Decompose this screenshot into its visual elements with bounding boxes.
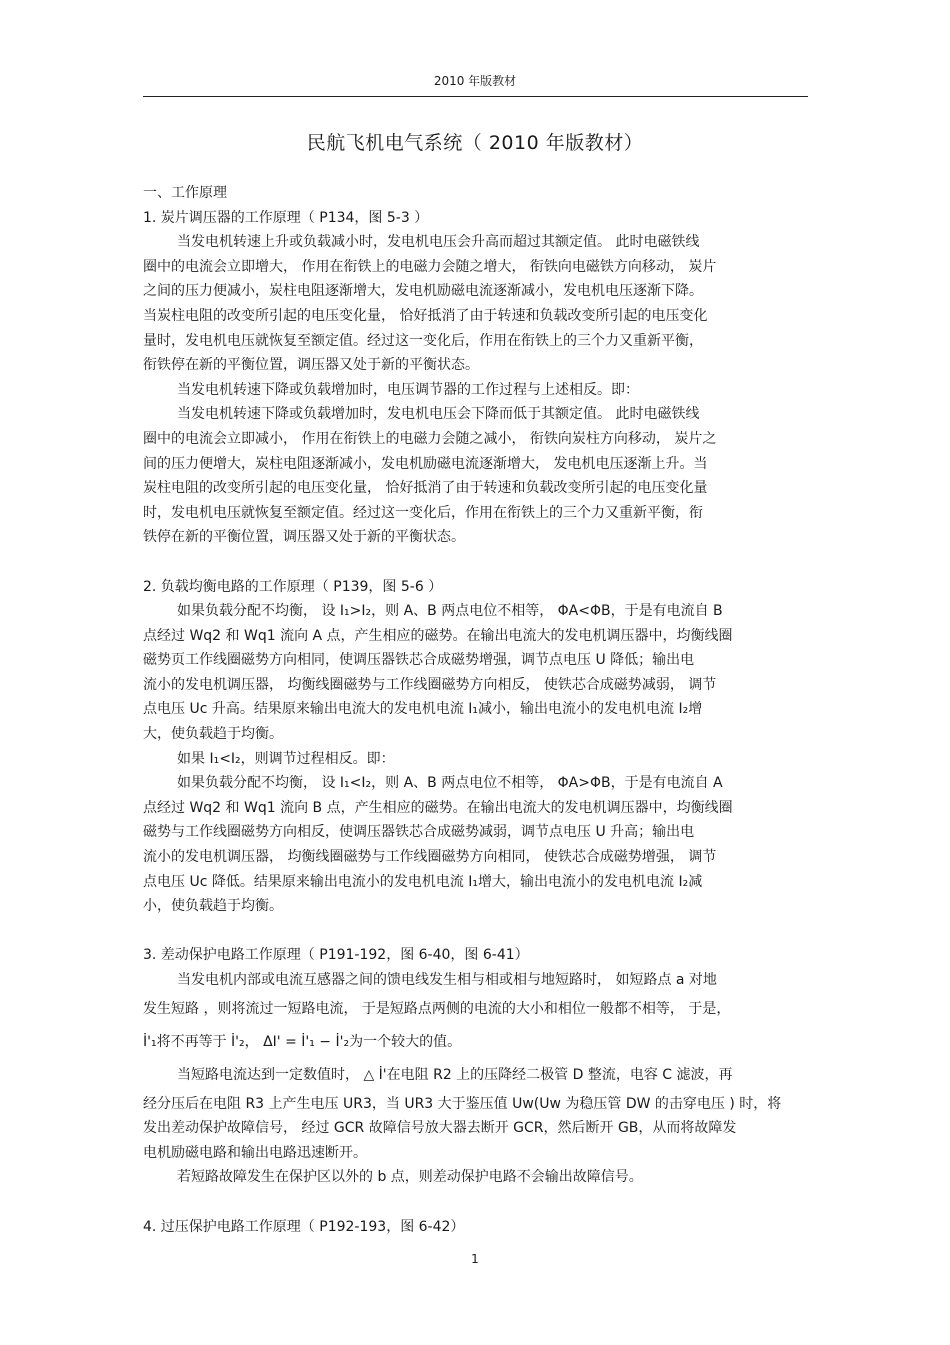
text-line: 之间的压力便减小，炭柱电阻逐渐增大，发电机励磁电流逐渐减小，发电机电压逐渐下降。 <box>143 283 703 300</box>
text-line: 经分压后在电阻 R3 上产生电压 UR3，当 UR3 大于鉴压值 Uw(Uw 为稳压管 DW 的击穿电压 ) 时，将 <box>143 1095 782 1112</box>
text-line: 衔铁停在新的平衡位置，调压器又处于新的平衡状态。 <box>143 357 479 374</box>
text-line: 炭柱电阻的改变所引起的电压变化量， 恰好抵消了由于转速和负载改变所引起的电压变化量 <box>143 480 708 497</box>
text-line: 电机励磁电路和输出电路迅速断开。 <box>143 1144 367 1161</box>
document-title: 民航飞机电气系统（ 2010 年版教材） <box>306 132 644 154</box>
text-line: 磁势与工作线圈磁势方向相反，使调压器铁芯合成磁势减弱，调节点电压 U 升高；输出电 <box>143 824 695 841</box>
header-rule <box>143 96 808 97</box>
text-line: 当发电机转速上升或负载减小时，发电机电压会升高而超过其额定值。 此时电磁铁线 <box>177 234 700 251</box>
text-line: 1. 炭片调压器的工作原理（ P134，图 5-3 ） <box>143 209 429 226</box>
text-line: 一、工作原理 <box>143 185 227 201</box>
text-line: 间的压力便增大，炭柱电阻逐渐减小，发电机励磁电流逐渐增大， 发电机电压逐渐上升。当 <box>143 455 708 472</box>
page-number: 1 <box>471 1252 479 1266</box>
text-line: 时，发电机电压就恢复至额定值。经过这一变化后，作用在衔铁上的三个力又重新平衡，衔 <box>143 504 703 521</box>
text-line: 如果负载分配不均衡， 设 I₁<I₂，则 A、B 两点电位不相等， ΦA>ΦB，于是有电流自 A <box>177 775 723 792</box>
text-line: 当炭柱电阻的改变所引起的电压变化量， 恰好抵消了由于转速和负载改变所引起的电压变化 <box>143 307 708 324</box>
paragraph-gap <box>143 550 808 575</box>
text-line: 量时，发电机电压就恢复至额定值。经过这一变化后，作用在衔铁上的三个力又重新平衡， <box>143 332 703 349</box>
text-line: 圈中的电流会立即增大， 作用在衔铁上的电磁力会随之增大， 衔铁向电磁铁方向移动， 炭片 <box>143 258 717 275</box>
text-line: 流小的发电机调压器， 均衡线圈磁势与工作线圈磁势方向相同， 使铁芯合成磁势增强， 调节 <box>143 849 717 866</box>
text-line: 如果 I₁<I₂，则调节过程相反。即： <box>177 750 395 767</box>
text-line: 当短路电流达到一定数值时， △ İ'在电阻 R2 上的压降经二极管 D 整流，电容 C 滤波，再 <box>177 1066 733 1083</box>
text-line: 如果负载分配不均衡， 设 I₁>I₂，则 A、B 两点电位不相等， ΦA<ΦB，于是有电流自 B <box>177 603 723 620</box>
text-line: 点电压 Uc 降低。结果原来输出电流小的发电机电流 I₁增大，输出电流小的发电机电流 I₂减 <box>143 873 703 890</box>
paragraph-gap <box>143 1190 808 1215</box>
text-line: İ'₁将不再等于 İ'₂， ΔI' = İ'₁ − İ'₂为一个较大的值。 <box>143 1033 462 1050</box>
body-text <box>143 181 808 1239</box>
text-line: 铁停在新的平衡位置，调压器又处于新的平衡状态。 <box>143 529 465 546</box>
text-line: 当发电机转速下降或负载增加时，电压调节器的工作过程与上述相反。即： <box>177 381 639 398</box>
text-line: 圈中的电流会立即减小， 作用在衔铁上的电磁力会随之减小， 衔铁向炭柱方向移动， 炭片之 <box>143 430 717 447</box>
text-line: 流小的发电机调压器， 均衡线圈磁势与工作线圈磁势方向相反， 使铁芯合成磁势减弱， 调节 <box>143 676 717 693</box>
text-line: 4. 过压保护电路工作原理（ P192-193，图 6-42） <box>143 1218 465 1235</box>
text-line: 若短路故障发生在保护区以外的 b 点，则差动保护电路不会输出故障信号。 <box>177 1169 643 1186</box>
text-line: 2. 负载均衡电路的工作原理（ P139，图 5-6 ） <box>143 578 443 595</box>
text-line: 点电压 Uc 升高。结果原来输出电流大的发电机电流 I₁减小，输出电流小的发电机电流 I₂增 <box>143 701 703 718</box>
text-line: 当发电机转速下降或负载增加时，发电机电压会下降而低于其额定值。 此时电磁铁线 <box>177 406 700 423</box>
text-line: 3. 差动保护电路工作原理（ P191-192，图 6-40，图 6-41） <box>143 947 529 964</box>
running-header: 2010 年版教材 <box>433 74 517 88</box>
text-line: 小，使负载趋于均衡。 <box>143 898 283 915</box>
text-line: 磁势页工作线圈磁势方向相同，使调压器铁芯合成磁势增强，调节点电压 U 降低；输出电 <box>143 652 695 669</box>
text-line: 当发电机内部或电流互感器之间的馈电线发生相与相或相与地短路时， 如短路点 a 对地 <box>177 972 717 988</box>
text-line: 点经过 Wq2 和 Wq1 流向 A 点，产生相应的磁势。在输出电流大的发电机调压器中，均衡线圈 <box>143 627 733 644</box>
text-line: 发生短路 ，则将流过一短路电流， 于是短路点两侧的电流的大小和相位一般都不相等， 于是， <box>143 1000 731 1017</box>
text-line: 大，使负载趋于均衡。 <box>143 726 283 743</box>
paragraph-gap <box>143 919 808 944</box>
text-line: 发出差动保护故障信号， 经过 GCR 故障信号放大器去断开 GCR，然后断开 GB，从而将故障发 <box>143 1120 737 1137</box>
text-line: 点经过 Wq2 和 Wq1 流向 B 点，产生相应的磁势。在输出电流大的发电机调压器中，均衡线圈 <box>143 799 733 816</box>
